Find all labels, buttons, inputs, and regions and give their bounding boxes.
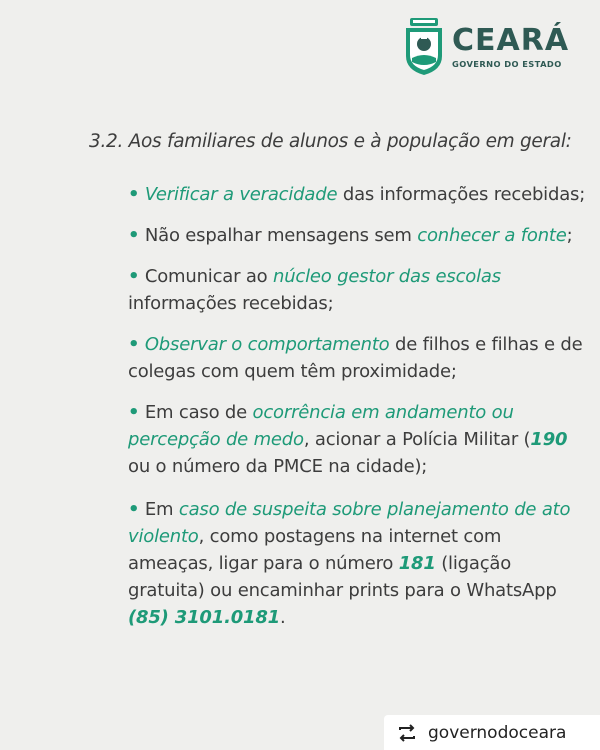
logo bbox=[404, 18, 569, 76]
item-highlight: núcleo gestor das escolas bbox=[273, 266, 501, 287]
item-highlight: ocorrência em andamento ou percepção de medo bbox=[128, 402, 514, 450]
list-item bbox=[128, 181, 590, 208]
item-text: de filhos e filhas e de colegas com quem têm proximidade; bbox=[128, 334, 583, 382]
ceara-crest-icon bbox=[404, 18, 444, 76]
item-highlight: Verificar a veracidade bbox=[144, 184, 338, 205]
bullet: • bbox=[128, 402, 140, 423]
item-text: ; bbox=[566, 225, 573, 246]
section-heading: 3.2. Aos familiares de alunos e à população em geral: bbox=[89, 131, 572, 152]
repost-credit[interactable] bbox=[384, 715, 600, 750]
bullet: • bbox=[128, 334, 140, 355]
credit-username[interactable]: governodoceara bbox=[428, 722, 567, 743]
list-item bbox=[128, 399, 590, 480]
item-text: ou o número da PMCE na cidade); bbox=[128, 456, 428, 477]
bullet: • bbox=[128, 499, 140, 520]
list-item bbox=[128, 263, 590, 317]
logo-subtitle: GOVERNO DO ESTADO bbox=[452, 58, 562, 69]
item-text: Comunicar ao bbox=[144, 266, 273, 287]
item-highlight: Observar o comportamento bbox=[144, 334, 390, 355]
phone-number: 190 bbox=[530, 429, 568, 450]
item-text: (ligação gratuita) ou encaminhar prints para o WhatsApp bbox=[128, 553, 557, 601]
item-text: , acionar a Polícia Militar ( bbox=[303, 429, 531, 450]
whatsapp-number: (85) 3101.0181 bbox=[128, 607, 281, 628]
item-text: . bbox=[280, 607, 286, 628]
item-text: Em bbox=[144, 499, 179, 520]
list-item bbox=[128, 496, 590, 631]
item-text: , como postagens na internet com ameaças, ligar para o número bbox=[128, 526, 502, 574]
repost-icon bbox=[396, 724, 418, 742]
item-text: Em caso de bbox=[144, 402, 253, 423]
bullet: • bbox=[128, 225, 140, 246]
bullet: • bbox=[128, 266, 140, 287]
item-text: das informações recebidas; bbox=[337, 184, 586, 205]
item-highlight: conhecer a fonte bbox=[417, 225, 567, 246]
list-item bbox=[128, 222, 590, 249]
item-highlight: caso de suspeita sobre planejamento de ato violento bbox=[128, 499, 571, 547]
item-text: informações recebidas; bbox=[128, 293, 334, 314]
phone-number: 181 bbox=[398, 553, 436, 574]
bullet: • bbox=[128, 184, 140, 205]
recommendation-list bbox=[128, 181, 590, 645]
item-text: Não espalhar mensagens sem bbox=[144, 225, 418, 246]
logo-title: CEARÁ bbox=[452, 22, 570, 58]
list-item bbox=[128, 331, 590, 385]
